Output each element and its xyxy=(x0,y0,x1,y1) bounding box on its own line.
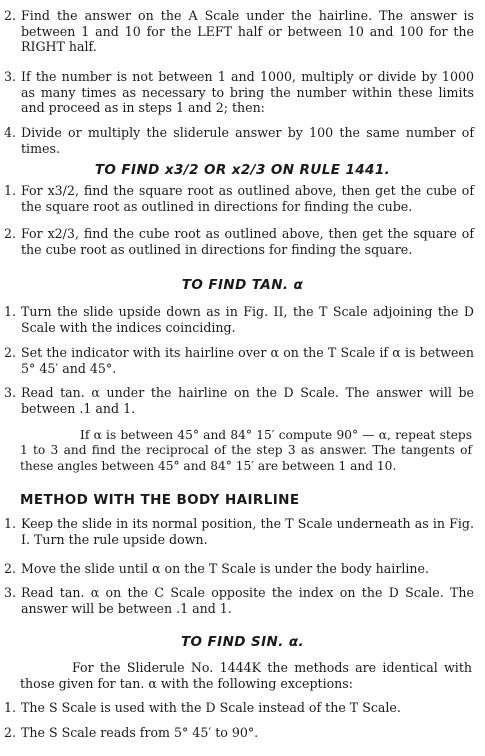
heading-body-hairline: METHOD WITH THE BODY HAIRLINE xyxy=(20,492,300,508)
step-1-x32 xyxy=(4,183,474,214)
step-number: 4. xyxy=(4,125,17,140)
step-number: 1. xyxy=(4,516,17,531)
step-text: Find the answer on the A Scale under the hairline. The answer is between 1 and 10 for the LEFT half or between 10 and 100 for the RIGHT half. xyxy=(21,8,474,55)
step-number: 2. xyxy=(4,8,17,23)
step-text: Move the slide until α on the T Scale is under the body hairline. xyxy=(21,561,429,576)
step-2-body xyxy=(4,561,474,577)
step-number: 1. xyxy=(4,700,17,715)
heading-find-sin: TO FIND SIN. α. xyxy=(180,634,305,650)
step-text: If the number is not between 1 and 1000, multiply or divide by 1000 as many times as necessary to bring the number within these limits and proceed as in steps 1 and 2; then: xyxy=(21,69,474,116)
step-number: 3. xyxy=(4,585,17,600)
step-3-range xyxy=(4,69,474,116)
step-2-find-answer xyxy=(4,8,474,55)
step-2-x23 xyxy=(4,226,474,257)
step-3-body xyxy=(4,585,474,616)
step-text: For x3/2, find the square root as outlined above, then get the cube of the square root as outlined in directions for finding the cube. xyxy=(21,183,474,214)
step-number: 1. xyxy=(4,183,17,198)
step-number: 2. xyxy=(4,345,17,360)
step-text: Turn the slide upside down as in Fig. II, the T Scale adjoining the D Scale with the indices coinciding. xyxy=(21,304,474,335)
tan-note-paragraph: If α is between 45° and 84° 15′ compute 90° — α, repeat steps 1 to 3 and find the reciprocal of the step 3 as answer. The tangents of these angles between 45° and 84° 15′ are between 1 and 10. xyxy=(20,428,472,473)
heading-find-x-power: TO FIND x3/2 OR x2/3 ON RULE 1441. xyxy=(94,162,391,178)
sin-note-paragraph: For the Sliderule No. 1444K the methods are identical with those given for tan. α with the following exceptions: xyxy=(20,660,472,691)
step-text: For x2/3, find the cube root as outlined above, then get the square of the cube root as outlined in directions for finding the square. xyxy=(21,226,474,257)
step-number: 1. xyxy=(4,304,17,319)
step-number: 2. xyxy=(4,561,17,576)
step-1-body xyxy=(4,516,474,547)
step-2-sin xyxy=(4,725,474,741)
step-text: Divide or multiply the sliderule answer by 100 the same number of times. xyxy=(21,125,474,156)
heading-find-tan: TO FIND TAN. α xyxy=(181,277,304,293)
step-text: Read tan. α under the hairline on the D Scale. The answer will be between .1 and 1. xyxy=(21,385,474,416)
step-4-divide xyxy=(4,125,474,156)
step-text: Read tan. α on the C Scale opposite the index on the D Scale. The answer will be between .1 and 1. xyxy=(21,585,474,616)
step-number: 3. xyxy=(4,385,17,400)
step-text: The S Scale is used with the D Scale instead of the T Scale. xyxy=(21,700,401,715)
step-text: Keep the slide in its normal position, the T Scale underneath as in Fig. I. Turn the rule upside down. xyxy=(21,516,474,547)
step-number: 3. xyxy=(4,69,17,84)
step-1-tan xyxy=(4,304,474,335)
step-text: The S Scale reads from 5° 45′ to 90°. xyxy=(21,725,259,740)
step-text: Set the indicator with its hairline over α on the T Scale if α is between 5° 45′ and 45°. xyxy=(21,345,474,376)
step-number: 2. xyxy=(4,725,17,740)
step-3-tan xyxy=(4,385,474,416)
step-1-sin xyxy=(4,700,474,716)
step-2-tan xyxy=(4,345,474,376)
step-number: 2. xyxy=(4,226,17,241)
